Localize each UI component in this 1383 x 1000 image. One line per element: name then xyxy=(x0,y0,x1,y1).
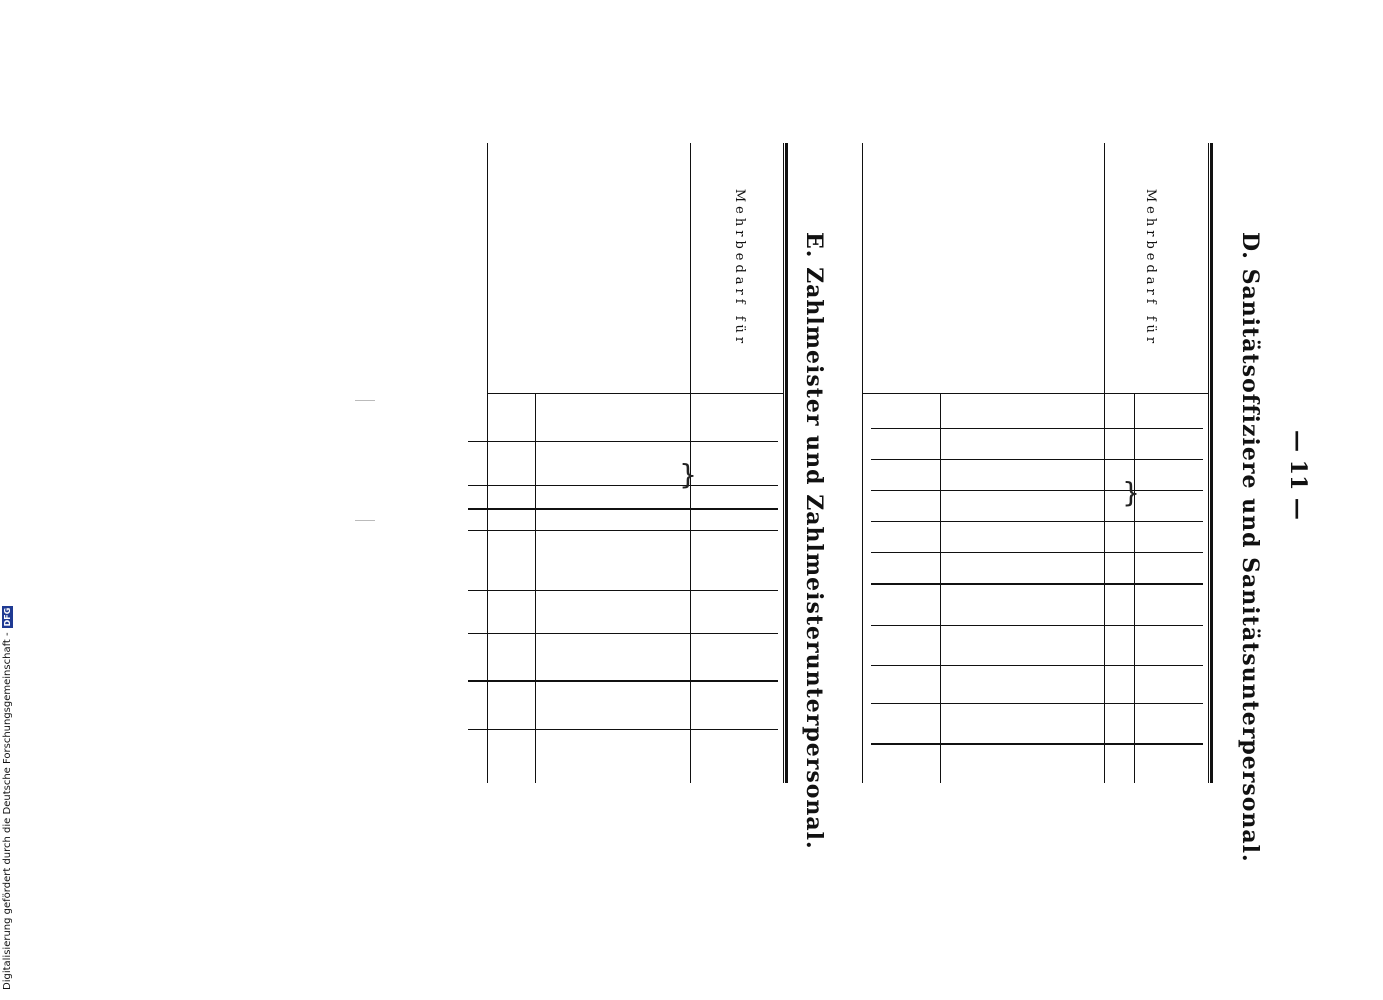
section-e-bottom-rule xyxy=(487,143,488,783)
section-d-bottom-rule xyxy=(862,143,863,783)
section_d-col-divider xyxy=(871,552,1203,553)
section_d-col-divider xyxy=(871,490,1203,491)
section-d-top-rule xyxy=(1210,143,1213,783)
section_e-colhead xyxy=(696,511,778,529)
section_e-col-divider xyxy=(468,590,778,591)
section_d-col-divider xyxy=(871,665,1203,666)
section-d-header: Mehrbedarf für xyxy=(1143,188,1158,348)
section_d-colhead xyxy=(1139,462,1203,489)
section-e-top-rule-thin xyxy=(783,143,784,783)
section_d-col-divider xyxy=(871,459,1203,460)
brace-icon: } xyxy=(679,457,697,491)
digitization-footer xyxy=(2,606,13,990)
section_d-col-divider xyxy=(871,428,1203,429)
section_e-total-rule xyxy=(535,393,536,783)
section_d-colhead xyxy=(1139,706,1203,742)
section_d-colhead xyxy=(1139,400,1203,427)
section-d-colhead-rule xyxy=(1134,393,1135,783)
brace-icon: } xyxy=(1122,475,1140,509)
section_d-col-divider xyxy=(871,583,1203,585)
section_d-colhead xyxy=(1139,586,1203,624)
section_e-col-divider xyxy=(468,530,778,531)
section_e-col-divider xyxy=(468,485,778,486)
section_e-colhead xyxy=(696,533,778,589)
section_e-colhead xyxy=(696,444,778,484)
section_e-col-divider xyxy=(468,680,778,682)
dfg-logo: DFG xyxy=(3,607,12,627)
section-e-top-rule xyxy=(785,143,788,783)
section_e-col-divider xyxy=(468,441,778,442)
section_e-col-divider xyxy=(468,633,778,634)
section-d-top-rule-thin xyxy=(1208,143,1209,783)
section_d-col-divider xyxy=(871,521,1203,522)
scan-mark xyxy=(355,520,375,521)
section_e-colhead xyxy=(696,593,778,632)
section-d-header-rule xyxy=(1104,143,1105,783)
section_e-colhead xyxy=(696,683,778,728)
section-d-stub-divider xyxy=(863,393,1209,394)
section_d-col-divider xyxy=(871,743,1203,745)
section_d-col-divider xyxy=(871,625,1203,626)
section_d-total-rule xyxy=(940,393,941,783)
section-e-stub-divider xyxy=(488,393,784,394)
footer-text: Digitalisierung gefördert durch die Deutsche Forschungsgemeinschaft - xyxy=(2,632,13,990)
section_d-colhead xyxy=(1139,746,1203,782)
section_e-colhead xyxy=(696,488,778,507)
page-number: — 11 — xyxy=(1285,430,1311,520)
section_e-col-divider xyxy=(468,508,778,510)
section_d-colhead xyxy=(1139,555,1203,582)
section-e-header: Mehrbedarf für xyxy=(732,188,747,348)
scan-mark xyxy=(355,400,375,401)
section_d-colhead xyxy=(1139,493,1203,520)
section_e-colhead xyxy=(696,636,778,679)
section-e-title: E. Zahlmeister und Zahlmeisterunterpersonal. xyxy=(801,232,827,850)
section_e-col-divider xyxy=(468,729,778,730)
section_e-colhead xyxy=(696,400,778,440)
section_d-colhead xyxy=(1139,524,1203,551)
section_d-colhead xyxy=(1139,431,1203,458)
section_d-colhead xyxy=(1139,628,1203,664)
section_d-colhead xyxy=(1139,668,1203,702)
section-d-title: D. Sanitätsoffiziere und Sanitätsunterpersonal. xyxy=(1237,232,1263,863)
section_d-col-divider xyxy=(871,703,1203,704)
